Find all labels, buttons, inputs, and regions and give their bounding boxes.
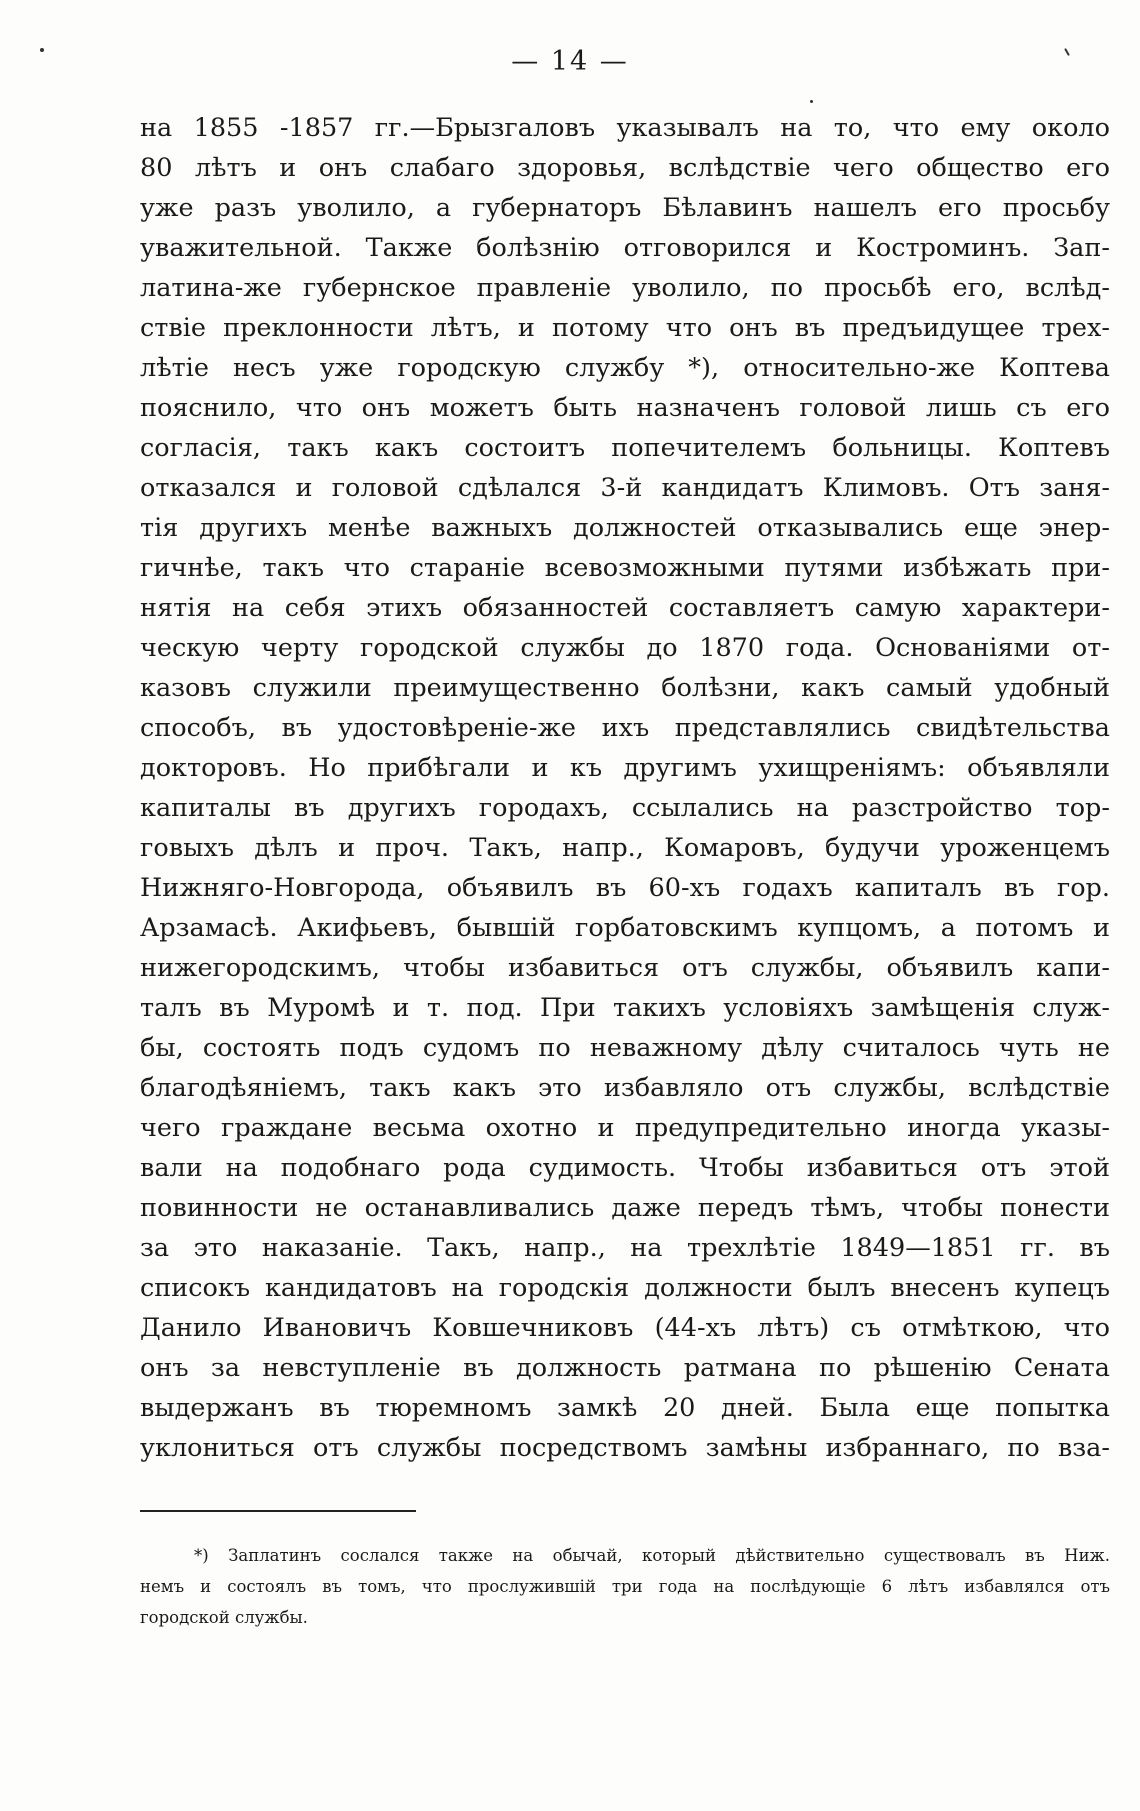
- text-line: нятія на себя этихъ обязанностей составляетъ самую характери-: [140, 593, 1110, 623]
- text-line: казовъ служили преимущественно болѣзни, какъ самый удобный: [140, 673, 1110, 703]
- text-line: талъ въ Муромѣ и т. под. При такихъ условіяхъ замѣщенія служ-: [140, 993, 1110, 1023]
- text-line: 80 лѣтъ и онъ слабаго здоровья, вслѣдствіе чего общество его: [140, 153, 1110, 183]
- text-line: нижегородскимъ, чтобы избавиться отъ службы, объявилъ капи-: [140, 953, 1110, 983]
- text-line: латина-же губернское правленіе уволило, по просьбѣ его, вслѣд-: [140, 273, 1110, 303]
- text-line: гичнѣе, такъ что стараніе всевозможными путями избѣжать при-: [140, 553, 1110, 583]
- text-line: Данило Ивановичъ Ковшечниковъ (44-хъ лѣтъ) съ отмѣткою, что: [140, 1313, 1110, 1343]
- footnote: [140, 1540, 1110, 1633]
- footnote-line: немъ и состоялъ въ томъ, что прослужившій три года на послѣдующіе 6 лѣтъ избавлялся отъ: [140, 1577, 1110, 1596]
- text-line: за это наказаніе. Такъ, напр., на трехлѣтіе 1849—1851 гг. въ: [140, 1233, 1110, 1263]
- scan-speck: [810, 100, 813, 103]
- text-line: выдержанъ въ тюремномъ замкѣ 20 дней. Была еще попытка: [140, 1393, 1110, 1423]
- text-line: ствіе преклонности лѣтъ, и потому что онъ въ предъидущее трех-: [140, 313, 1110, 343]
- text-line: чего граждане весьма охотно и предупредительно иногда указы-: [140, 1113, 1110, 1143]
- text-line: списокъ кандидатовъ на городскія должности былъ внесенъ купецъ: [140, 1273, 1110, 1303]
- text-line: Нижняго-Новгорода, объявилъ въ 60-хъ годахъ капиталъ въ гор.: [140, 873, 1110, 903]
- text-line: отказался и головой сдѣлался 3-й кандидатъ Климовъ. Отъ заня-: [140, 473, 1110, 503]
- text-line: способъ, въ удостовѣреніе-же ихъ представлялись свидѣтельства: [140, 713, 1110, 743]
- text-line: повинности не останавливались даже передъ тѣмъ, чтобы понести: [140, 1193, 1110, 1223]
- text-line: пояснило, что онъ можетъ быть назначенъ головой лишь съ его: [140, 393, 1110, 423]
- text-line: согласія, такъ какъ состоитъ попечителемъ больницы. Коптевъ: [140, 433, 1110, 463]
- text-line: тія другихъ менѣе важныхъ должностей отказывались еще энер-: [140, 513, 1110, 543]
- text-line: онъ за невступленіе въ должность ратмана по рѣшенію Сената: [140, 1353, 1110, 1383]
- page-number: — 14 —: [511, 46, 629, 77]
- text-line: уже разъ уволило, а губернаторъ Бѣлавинъ нашелъ его просьбу: [140, 193, 1110, 223]
- text-line: на 1855 -1857 гг.—Брызгаловъ указывалъ на то, что ему около: [140, 113, 1110, 143]
- body-text: [140, 108, 1110, 1468]
- text-line: бы, состоять подъ судомъ по неважному дѣлу считалось чуть не: [140, 1033, 1110, 1063]
- text-line: вали на подобнаго рода судимость. Чтобы избавиться отъ этой: [140, 1153, 1110, 1183]
- text-line: Арзамасѣ. Акифьевъ, бывшій горбатовскимъ купцомъ, а потомъ и: [140, 913, 1110, 943]
- text-line: уважительной. Также болѣзнію отговорился и Костроминъ. Зап-: [140, 233, 1110, 263]
- footnote-line: городской службы.: [140, 1608, 308, 1627]
- text-line: докторовъ. Но прибѣгали и къ другимъ ухищреніямъ: объявляли: [140, 753, 1110, 783]
- text-line: благодѣяніемъ, такъ какъ это избавляло отъ службы, вслѣдствіе: [140, 1073, 1110, 1103]
- scan-speck: [40, 48, 44, 52]
- text-line: капиталы въ другихъ городахъ, ссылались на разстройство тор-: [140, 793, 1110, 823]
- text-line: говыхъ дѣлъ и проч. Такъ, напр., Комаровъ, будучи уроженцемъ: [140, 833, 1110, 863]
- text-line: уклониться отъ службы посредствомъ замѣны избраннаго, по вза-: [140, 1433, 1110, 1463]
- footnote-rule: [140, 1510, 416, 1512]
- text-line: лѣтіе несъ уже городскую службу *), относительно-же Коптева: [140, 353, 1110, 383]
- text-line: ческую черту городской службы до 1870 года. Основаніями от-: [140, 633, 1110, 663]
- footnote-line: *) Заплатинъ сослался также на обычай, который дѣйствительно существовалъ въ Ниж.: [194, 1546, 1110, 1565]
